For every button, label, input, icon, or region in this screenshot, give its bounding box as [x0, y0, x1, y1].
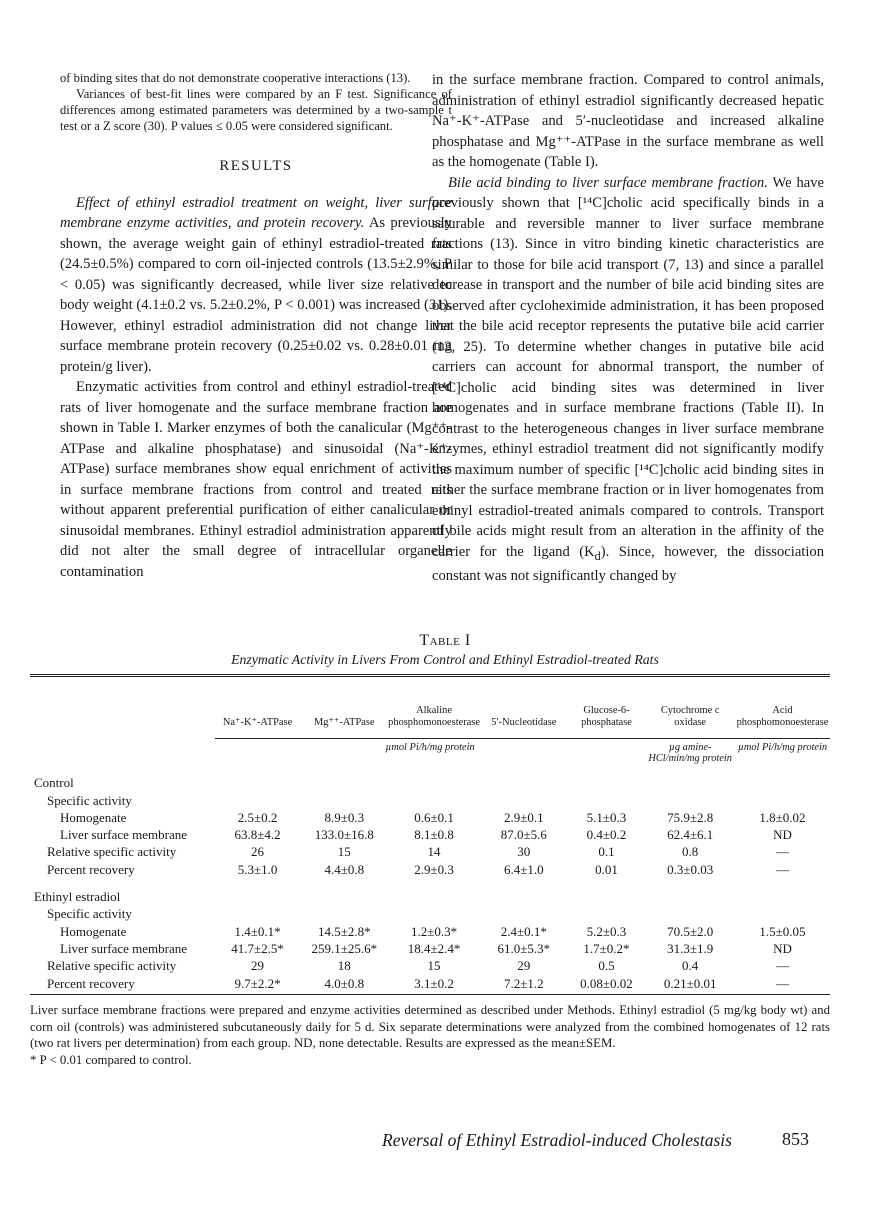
footnote-text: Liver surface membrane fractions were prepared and enzyme activities determined as described under Methods. Ethinyl estradiol (5 mg/kg body wt) and corn oil (controls) was administered subcutaneously daily for 5 d. Six separate determinations were analyzed from the combined homogenates of 12 rats (two rat livers per determination) from each group. ND, none detectable. Results are expressed as the mean±SEM.	[30, 1003, 830, 1051]
table-cell: 26	[251, 844, 265, 860]
para3-body: As previously shown, the average weight gain of ethinyl estradiol-treated rats (24.5±0.5%) compared to corn oil-injected controls (13.5±2.9%, P < 0.05) was significantly decreased, while liver size relative to body weight (4.1±0.2 vs. 5.2±0.2%, P < 0.001) was increased (31). However, ethinyl estradiol administration did not change liver surface membrane protein recovery (0.25±0.02 vs. 0.28±0.01 mg protein/g liver).	[60, 215, 452, 375]
table-cell: 15	[337, 844, 351, 860]
page-number: 853	[782, 1129, 809, 1149]
table-cell: 259.1±25.6*	[311, 940, 378, 956]
table-cell: 8.9±0.3	[324, 809, 365, 825]
right-para-1: in the surface membrane fraction. Compared to control animals, administration of ethinyl estradiol significantly decreased hepatic Na⁺-K⁺-ATPase and 5′-nucleotidase and increased alkaline phosphatase and Mg⁺⁺-ATPase in the surface membrane as well as the homogenate (Table I).	[432, 72, 824, 170]
table-cell: 18	[337, 958, 351, 974]
units-cytochrome: µg amine-HCl/min/mg protein	[648, 742, 732, 764]
table-cell: 7.2±1.2	[503, 975, 544, 991]
table-cell: 29	[517, 958, 531, 974]
table-cell: 0.1	[598, 844, 615, 860]
table-row	[30, 843, 830, 860]
table-cell: 62.4±6.1	[667, 827, 714, 843]
subgroup-label: Specific activity	[47, 792, 132, 808]
col-header-alkaline-phosphatase: Alkaline phosphomonoesterase	[388, 705, 480, 728]
table-cell: 0.5	[598, 958, 615, 974]
row-label: Relative specific activity	[47, 844, 177, 860]
table-cell: 133.0±16.8	[314, 827, 374, 843]
table-cell: 1.5±0.05	[759, 923, 806, 939]
row-label: Relative specific activity	[47, 958, 177, 974]
table-cell: 75.9±2.8	[667, 809, 714, 825]
para2-title: Bile acid binding to liver surface membrane fraction.	[448, 174, 768, 191]
table-cell: 30	[517, 844, 531, 860]
row-label: Percent recovery	[47, 975, 135, 991]
row-label: Homogenate	[60, 809, 127, 825]
row-label: Liver surface membrane	[60, 940, 188, 956]
table-cell: 31.3±1.9	[667, 940, 714, 956]
table-cell: 5.1±0.3	[586, 809, 627, 825]
table-cell: 14.5±2.8*	[317, 923, 371, 939]
table-cell: 41.7±2.5*	[231, 940, 284, 956]
table-cell: 2.4±0.1*	[500, 923, 547, 939]
table-cell: 8.1±0.8	[414, 827, 454, 843]
table-cell: 6.4±1.0	[503, 861, 544, 877]
table-cell: 29	[251, 958, 265, 974]
significance-note: * P < 0.01 compared to control.	[30, 1052, 192, 1067]
table-footnote	[30, 1002, 830, 1068]
table-cell: 2.9±0.1	[503, 809, 544, 825]
table-cell: 2.9±0.3	[414, 861, 454, 877]
table-cell: 1.4±0.1*	[234, 923, 281, 939]
table-row	[30, 809, 830, 826]
table-cell: 0.4	[682, 958, 699, 974]
table-row	[30, 922, 830, 939]
table-cell: 5.3±1.0	[237, 861, 278, 877]
table-cell: 4.4±0.8	[324, 861, 365, 877]
table-cell: 87.0±5.6	[500, 827, 547, 843]
right-para-2	[432, 173, 824, 587]
kd-subscript: d	[594, 548, 601, 563]
table-cell: 5.2±0.3	[586, 923, 627, 939]
table-cell: 9.7±2.2*	[234, 975, 281, 991]
col-header-glucose-6-phosphatase: Glucose-6-phosphatase	[581, 705, 632, 728]
table-cell: 0.4±0.2	[586, 827, 627, 843]
table-cell: —	[775, 861, 789, 877]
right-column	[432, 70, 824, 586]
subgroup-label: Specific activity	[47, 906, 132, 922]
table-cell: 1.8±0.02	[759, 809, 806, 825]
table-row	[30, 940, 830, 957]
col-header-mg-atpase: Mg⁺⁺-ATPase	[313, 716, 375, 728]
table-title: Table I	[419, 632, 471, 649]
table-cell: 1.7±0.2*	[583, 940, 630, 956]
table-row	[30, 860, 830, 877]
col-header-cytochrome-oxidase: Cytochrome c oxidase	[660, 705, 720, 728]
table-top-rule	[30, 674, 830, 675]
para2-body: We have previously shown that [¹⁴C]cholic acid specifically binds in a saturable and reversible manner to liver surface membrane fractions (13). Since in vitro binding kinetic characteristics are similar to those for bile acid transport (7, 13) and since a parallel decrease in transport and the number of bile acid binding sites are observed after cycloheximide administration, it has been proposed that the bile acid receptor represents the putative bile acid carrier (13, 25). To determine whether changes in putative bile acid carriers can account for abnormal transport, the number of [¹⁴C]cholic acid binding sites was determined in liver homogenates and in surface membrane fractions (Table II). In contrast to the heterogeneous changes in liver surface membrane enzymes, ethinyl estradiol treatment did not significantly modify the maximum number of specific [¹⁴C]cholic acid binding sites in either the surface membrane fraction or in liver homogenates from ethinyl estradiol-treated animals compared to controls. Transport of bile acids might result from an alteration in the affinity of the carrier for the ligand (K	[432, 174, 824, 560]
table-cell: 1.2±0.3*	[410, 923, 458, 939]
table-cell: 2.5±0.2	[237, 809, 278, 825]
table-row	[30, 974, 830, 991]
row-label: Homogenate	[60, 923, 127, 939]
table-cell: —	[775, 844, 789, 860]
group-label-ethinyl: Ethinyl estradiol	[34, 889, 121, 905]
table-cell: —	[775, 958, 789, 974]
left-para-1: of binding sites that do not demonstrate cooperative interactions (13).	[60, 71, 411, 85]
table-subtitle: Enzymatic Activity in Livers From Control and Ethinyl Estradiol-treated Rats	[231, 652, 659, 667]
table-cell: —	[775, 975, 789, 991]
group-row-control	[30, 774, 830, 791]
results-heading: RESULTS	[219, 158, 293, 174]
table-cell: 18.4±2.4*	[407, 940, 461, 956]
units-acid: µmol Pi/h/mg protein	[737, 742, 828, 753]
table-cell: 0.01	[595, 861, 618, 877]
row-label: Percent recovery	[47, 861, 135, 877]
col-header-5-nucleotidase: 5′-Nucleotidase	[491, 716, 557, 728]
units-row	[30, 736, 830, 774]
table-cell: 3.1±0.2	[414, 975, 454, 991]
table-cell: 14	[427, 844, 441, 860]
left-column	[60, 70, 452, 582]
header-rule	[215, 738, 830, 739]
units-shared: µmol Pi/h/mg protein	[385, 742, 475, 753]
para2-tail: ). Since, however, the dissociation constant was not significantly changed by	[432, 543, 824, 584]
table-cell: 63.8±4.2	[234, 827, 281, 843]
table-cell: ND	[773, 827, 792, 843]
table-bottom-rule	[30, 994, 830, 995]
left-para-2: Variances of best-fit lines were compared by an F test. Significance of differences among estimated parameters was determined by a two-sample t test or a Z score (30). P values ≤ 0.05 were considered significant.	[60, 87, 452, 133]
table-cell: 0.3±0.03	[667, 861, 714, 877]
table-cell: 70.5±2.0	[667, 923, 714, 939]
table-cell: 0.6±0.1	[414, 809, 454, 825]
table-cell: 0.8	[682, 844, 699, 860]
col-header-na-k-atpase: Na⁺-K⁺-ATPase	[222, 716, 293, 728]
group-label-control: Control	[34, 775, 74, 791]
row-label: Liver surface membrane	[60, 827, 188, 843]
table-cell: 0.21±0.01	[663, 975, 717, 991]
para3-title: Effect of ethinyl estradiol treatment on weight, liver surface membrane enzyme activities, and protein recovery.	[60, 194, 452, 231]
table-row	[30, 957, 830, 974]
group-row-ethinyl	[30, 888, 830, 905]
col-header-acid-phosphatase: Acid phosphomonoesterase	[736, 705, 829, 728]
table-cell: 61.0±5.3*	[497, 940, 551, 956]
table-cell: 0.08±0.02	[580, 975, 633, 991]
subgroup-row-control	[30, 791, 830, 808]
left-para-3	[60, 193, 452, 378]
table-cell: 15	[427, 958, 441, 974]
subgroup-row-ethinyl	[30, 905, 830, 922]
table-cell: 4.0±0.8	[324, 975, 365, 991]
table-cell: ND	[773, 940, 792, 956]
left-para-4: Enzymatic activities from control and ethinyl estradiol-treated rats of liver homogenate and the surface membrane fraction are shown in Table I. Marker enzymes of both the canalicular (Mg⁺⁺-ATPase and alkaline phosphatase) and sinusoidal (Na⁺-K⁺-ATPase) surface membranes show equal enrichment of activities in surface membrane fractions from control and treated rats without apparent preferential purification of either canalicular or sinusoidal membranes. Ethinyl estradiol administration apparently did not alter the small degree of intracellular organelle contamination	[60, 379, 452, 580]
enzyme-activity-table	[30, 676, 830, 992]
running-title: Reversal of Ethinyl Estradiol-induced Cholestasis	[382, 1130, 732, 1150]
table-row	[30, 826, 830, 843]
